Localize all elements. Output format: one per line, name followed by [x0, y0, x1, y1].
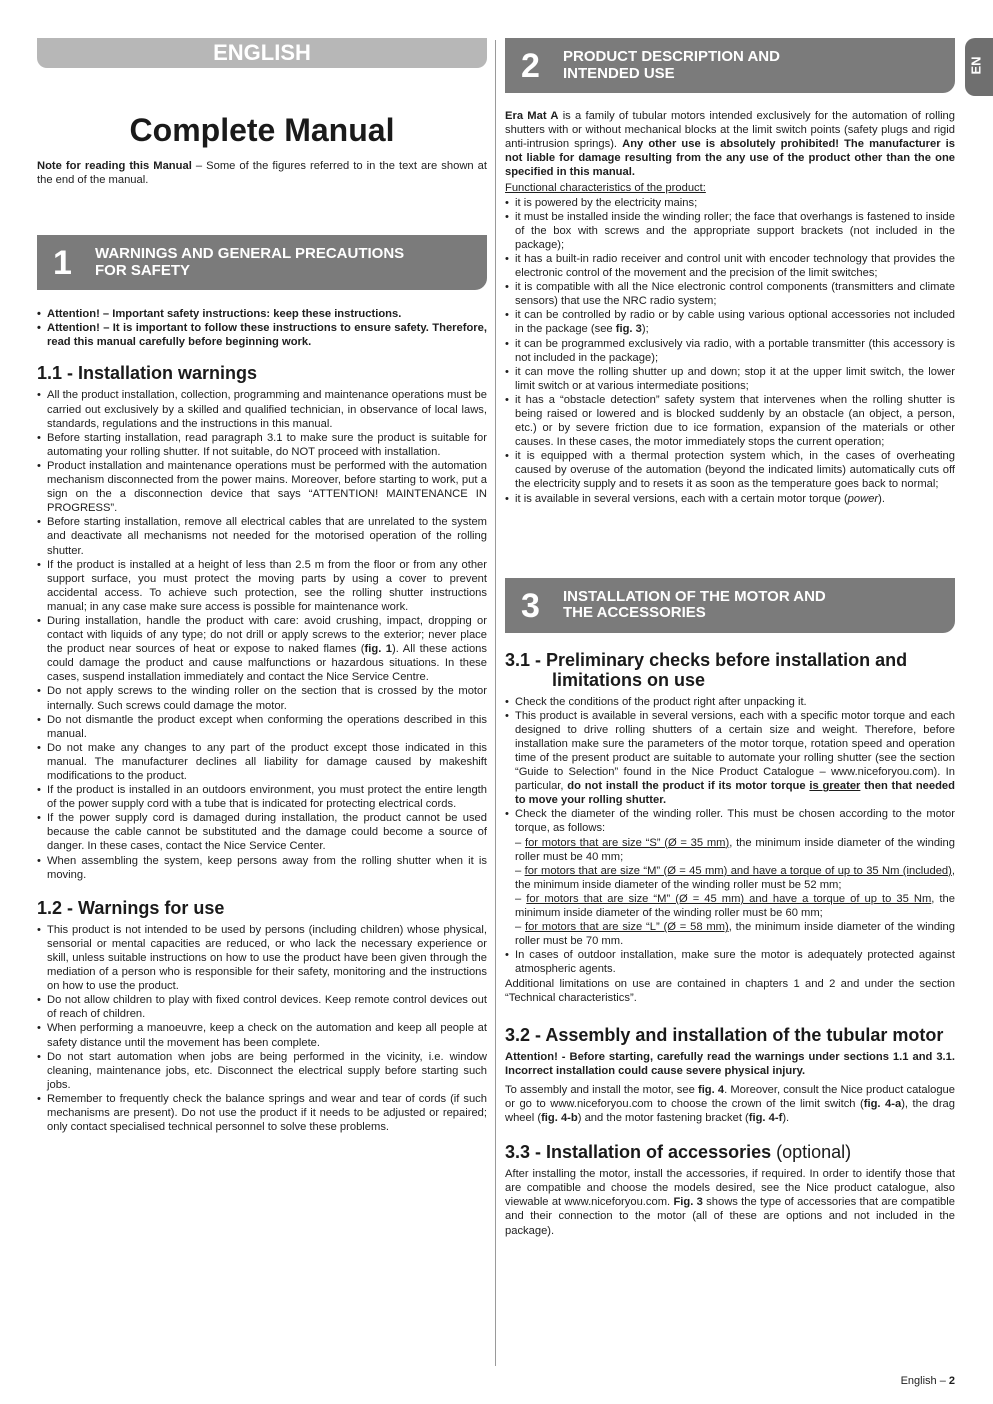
- section-1-title-line-2: FOR SAFETY: [95, 261, 191, 279]
- attention-item: • Attention! – Important safety instructions: keep these instructions.: [37, 307, 487, 321]
- bold-warning: do not install the product if its motor torque: [567, 780, 810, 793]
- assembly-text-part: . Moreover, consult the Nice product catalogue or go to www.niceforyou.com to choose the crown of the limit switch (: [505, 1083, 955, 1110]
- section-3-number: 3: [521, 586, 540, 625]
- list-item: • it has a built-in radio receiver and control unit with encoder technology that provides the electronic control of the movement and the precision of the limit switches;: [505, 252, 955, 280]
- list-item: • Before starting installation, read paragraph 3.1 to make sure the product is suitable for automating your rolling shutter. If not suitable, do NOT proceed with installation.: [37, 431, 487, 459]
- section-1-title: [95, 246, 404, 279]
- list-item: • Check the conditions of the product right after unpacking it.: [505, 695, 955, 709]
- assembly-text: [505, 1083, 955, 1125]
- product-use-warning: Any other use is absolutely prohibited! The manufacturer is not liable for damage resulting from the any use of the product other than the one specified in this manual.: [505, 138, 955, 179]
- figure-ref: Fig. 3: [673, 1196, 703, 1209]
- list-item: • Product installation and maintenance operations must be performed with the automation mechanism disconnected from the power mains. Moreover, before starting to work, put a sign on the a disconnection device that says “ATTENTION! MAINTENANCE IN PROGRESS”.: [37, 459, 487, 515]
- assembly-text-part: ) and the motor fastening bracket (: [577, 1112, 749, 1125]
- list-item: • When assembling the system, keep persons away from the rolling shutter when it is moving.: [37, 854, 487, 882]
- functional-characteristics-list: [505, 196, 955, 506]
- left-column: [37, 38, 487, 1134]
- list-item: • If the power supply cord is damaged during installation, the product cannot be used because the cable cannot be substituted and the damage could become a source of danger. In these cases, contact the Nice Service Center.: [37, 811, 487, 853]
- heading-1-1: 1.1 - Installation warnings: [37, 363, 258, 384]
- section-3-title-line-1: INSTALLATION OF THE MOTOR AND: [563, 587, 826, 605]
- section-3-banner: [505, 578, 955, 633]
- list-item: • When performing a manoeuvre, keep a check on the automation and keep all people at safety distance until the movement has been complete.: [37, 1021, 487, 1049]
- section-1-banner: [37, 235, 487, 290]
- accessories-text-part: shows the type of accessories that are compatible and their connection to the motor (all of these are options and not included in the package).: [505, 1196, 955, 1237]
- heading-3-2: 3.2 - Assembly and installation of the tubular motor: [505, 1024, 944, 1045]
- column-divider: [495, 40, 496, 1366]
- functional-characteristics-label: Functional characteristics of the product:: [505, 182, 706, 195]
- list-item: • it can move the rolling shutter up and down; stop it at the upper limit switch, the lower limit switch or at various intermediate positions;: [505, 365, 955, 393]
- list-item: • Do not start automation when jobs are being performed in the vicinity, i.e. window cleaning, maintenance jobs, etc. Disconnect the electrical supply before starting such jobs.: [37, 1050, 487, 1092]
- dash: –: [515, 864, 525, 877]
- heading-1-2: 1.2 - Warnings for use: [37, 897, 225, 918]
- list-item: • it is compatible with all the Nice electronic control components (transmitters and climate sensors) that use the NRC radio system;: [505, 280, 955, 308]
- figure-ref: fig. 1: [364, 643, 393, 656]
- list-item: • Remember to frequently check the balance springs and wear and tear of cords (if such mechanisms are present). Do not use the product if it needs to be adjusted or repaired; only contact specialised technical personnel to solve these problems.: [37, 1092, 487, 1134]
- list-item: • Before starting installation, remove all electrical cables that are unrelated to the system and deactivate all mechanisms not needed for the motorised operation of the rolling shutter.: [37, 515, 487, 557]
- list-item: • it is powered by the electricity mains;: [505, 196, 955, 210]
- reading-note-label: Note for reading this Manual: [37, 160, 192, 172]
- list-item-text: );: [641, 323, 649, 336]
- heading-3-3: [505, 1142, 955, 1162]
- bold-warning: then that needed to move your rolling shutter.: [515, 780, 955, 807]
- list-item: • If the product is installed at a height of less than 2.5 m from the floor or from any other support surface, you must protect the moving parts by using a cover to prevent accidental access. To achieve such protection, see the rolling shutter instructions manual; in any case make sure access is possible for maintenance work.: [37, 558, 487, 614]
- language-tab: [965, 38, 993, 96]
- motor-size: for motors that are size “S” (Ø = 35 mm): [524, 836, 730, 849]
- list-item: • In cases of outdoor installation, make sure the motor is adequately protected against atmospheric agents.: [505, 948, 955, 976]
- section-1-title-line-1: WARNINGS AND GENERAL PRECAUTIONS: [95, 245, 405, 263]
- list-item: • If the product is installed in an outdoors environment, you must protect the entire length of the power supply cord with a tube that is indicated for protecting electrical cords.: [37, 783, 487, 811]
- list-item-text: This product is available in several versions, each with a specific motor torque and each designed to drive rolling shutters of a certain size and weight. Therefore, before installation make sure the parameters of the motor torque, rotation speed and operation time of the present product are suitable to automate your rolling shutter (see the section “Guide to Selection” found in the Nice Product Catalogue – www.niceforyou.com). In particular,: [515, 709, 955, 793]
- list-item: • it can be programmed exclusively via radio, with a portable transmitter (this accessory is not included in the package);: [505, 337, 955, 365]
- dash: –: [515, 892, 527, 905]
- section-2-title-line-2: INTENDED USE: [563, 64, 675, 82]
- list-item: [37, 614, 487, 684]
- outdoor-check-list: [505, 948, 955, 976]
- installation-warnings-list: [37, 388, 487, 881]
- product-name: Era Mat A: [505, 110, 559, 122]
- list-item-text: it is available in several versions, each with a certain motor torque (: [515, 492, 848, 505]
- language-banner: ENGLISH: [37, 38, 487, 68]
- section-3-title-line-2: THE ACCESSORIES: [563, 604, 706, 622]
- list-item: • it must be installed inside the winding roller; the face that overhangs is fastened to inside of the box with screws and the appropriate support brackets (not included in the package);: [505, 210, 955, 252]
- list-item-text: ).: [878, 492, 885, 505]
- reading-note-text: – Some of the figures referred to in the text are shown at the end of the manual.: [37, 160, 487, 187]
- motor-size: for motors that are size “L” (Ø = 58 mm): [525, 921, 729, 934]
- accessories-text: [505, 1167, 955, 1237]
- page-number: 2: [948, 1375, 955, 1387]
- diameter-text: , the minimum inside diameter of the winding roller must be 40 mm;: [515, 836, 955, 863]
- page-footer: [901, 1375, 955, 1387]
- product-description-text: is a family of tubular motors intended exclusively for the automation of rolling shutters with or without mechanical blocks at the limit switch points (safety plugs and rigid anti-intrusion springs).: [505, 110, 955, 151]
- diameter-rule: [505, 864, 955, 892]
- use-warnings-list: [37, 923, 487, 1134]
- heading-3-3-optional: (optional): [771, 1142, 852, 1163]
- figure-ref: fig. 3: [615, 323, 642, 336]
- assembly-text-part: To assembly and install the motor, see: [505, 1083, 698, 1096]
- safety-attention-list: [37, 307, 487, 349]
- attention-item: • Attention! – It is important to follow these instructions to ensure safety. Therefore, read this manual carefully before beginning work.: [37, 321, 487, 349]
- diameter-text: , the minimum inside diameter of the winding roller must be 70 mm.: [515, 921, 955, 948]
- page-title: Complete Manual: [129, 112, 395, 148]
- list-item: • Do not dismantle the product except when conforming the operations described in this manual.: [37, 713, 487, 741]
- footer-text: English –: [900, 1375, 949, 1387]
- figure-ref: fig. 4-b: [541, 1112, 578, 1125]
- heading-3-3-text: 3.3 - Installation of accessories: [505, 1142, 772, 1163]
- heading-3-1: 3.1 - Preliminary checks before installation and limitations on use: [505, 649, 908, 690]
- list-item: • All the product installation, collection, programming and maintenance operations must be carried out exclusively by a skilled and qualified technician, in observance of local laws, standards, regulations and the instructions in this manual.: [37, 388, 487, 430]
- list-item: • This product is not intended to be used by persons (including children) whose physical, sensorial or mental capacities are reduced, or who lack the necessary experience or skill, unless suitable instructions on how to use the product have been given through the mediation of a person who is responsible for their safety, monitoring and the instructions on how to use the product.: [37, 923, 487, 993]
- list-item: [505, 492, 955, 506]
- diameter-rule: [505, 836, 955, 864]
- list-item: [505, 308, 955, 336]
- dash: –: [515, 836, 525, 849]
- motor-size: for motors that are size “M” (Ø = 45 mm) and have a torque of up to 35 Nm (included): [524, 864, 952, 877]
- diameter-rule: [505, 920, 955, 948]
- diameter-text: , the minimum inside diameter of the winding roller must be 60 mm;: [515, 892, 955, 920]
- assembly-text-part: ).: [782, 1112, 790, 1125]
- assembly-text-part: ), the drag wheel (: [505, 1097, 955, 1125]
- dash: –: [515, 921, 526, 934]
- section-2-number: 2: [521, 47, 540, 85]
- language-tab-label: EN: [968, 56, 984, 75]
- section-1-number: 1: [53, 244, 72, 283]
- figure-ref: fig. 4-f: [748, 1112, 783, 1125]
- list-item-text: it can be controlled by radio or by cable using various optional accessories not included in the package (see: [515, 309, 955, 336]
- diameter-rule: [505, 892, 955, 920]
- preliminary-checks-list: [505, 695, 955, 836]
- emphasis: power: [847, 492, 879, 505]
- list-item: • it is equipped with a thermal protection system which, in the cases of overheating caused by overuse of the automation (beyond the indicated limits) automatically cuts off the electricity supply and to resets it as soon as the temperature goes back to normal;: [505, 449, 955, 491]
- right-column: [505, 38, 955, 1238]
- figure-ref: fig. 4: [697, 1083, 725, 1096]
- list-item-text: During installation, handle the product with care: avoid crushing, impact, dropping or contact with liquids of any type; do not drill or apply screws to the exterior; never place the product near sources of heat or expose to naked flames (: [47, 614, 487, 656]
- section-2-banner: [505, 38, 955, 93]
- accessories-text-part: After installing the motor, install the accessories, if required. In order to identify those that are compatible and choose the models desired, see the Nice product catalogue, also viewable at www.niceforyou.com.: [505, 1168, 955, 1209]
- list-item: • Do not apply screws to the winding roller on the section that is crossed by the motor internally. Such screws could damage the motor.: [37, 684, 487, 712]
- list-item: [505, 709, 955, 808]
- list-item: • Check the diameter of the winding roller. This must be chosen according to the motor torque, as follows:: [505, 807, 955, 835]
- assembly-attention: Attention! - Before starting, carefully read the warnings under sections 1.1 and 3.1. Incorrect installation could cause severe physical injury.: [505, 1050, 955, 1077]
- section-2-title-line-1: PRODUCT DESCRIPTION AND: [563, 48, 780, 65]
- list-item-text: ). All these actions could damage the product and cause malfunctions or hazardous situations. In these cases, suspend installation immediately and contact the Nice Service Centre.: [47, 643, 487, 684]
- motor-size: for motors that are size “M” (Ø = 45 mm) and have a torque of up to 35 Nm: [526, 892, 932, 905]
- section-2-title: [563, 49, 780, 82]
- list-item: • it has a “obstacle detection” safety system that intervenes when the rolling shutter is being raised or lowered and is blocked suddenly by an obstacle (an object, a person, etc.) or by severe friction due to ice formation, expansion of the materials or other causes. In these cases, the motor immediately stops the current operation;: [505, 393, 955, 449]
- diameter-text: , the minimum inside diameter of the winding roller must be 52 mm;: [515, 864, 955, 891]
- section-3-title: [563, 589, 826, 622]
- additional-limitations: Additional limitations on use are contained in chapters 1 and 2 and under the section “Technical characteristics”.: [505, 977, 955, 1004]
- bold-warning-underlined: is greater: [809, 780, 861, 793]
- product-description: [505, 109, 955, 179]
- list-item: • Do not make any changes to any part of the product except those indicated in this manual. The manufacturer declines all liability for damage caused by makeshift modifications to the product.: [37, 741, 487, 783]
- list-item: • Do not allow children to play with fixed control devices. Keep remote control devices out of reach of children.: [37, 993, 487, 1021]
- reading-note: [37, 159, 487, 187]
- figure-ref: fig. 4-a: [863, 1097, 902, 1110]
